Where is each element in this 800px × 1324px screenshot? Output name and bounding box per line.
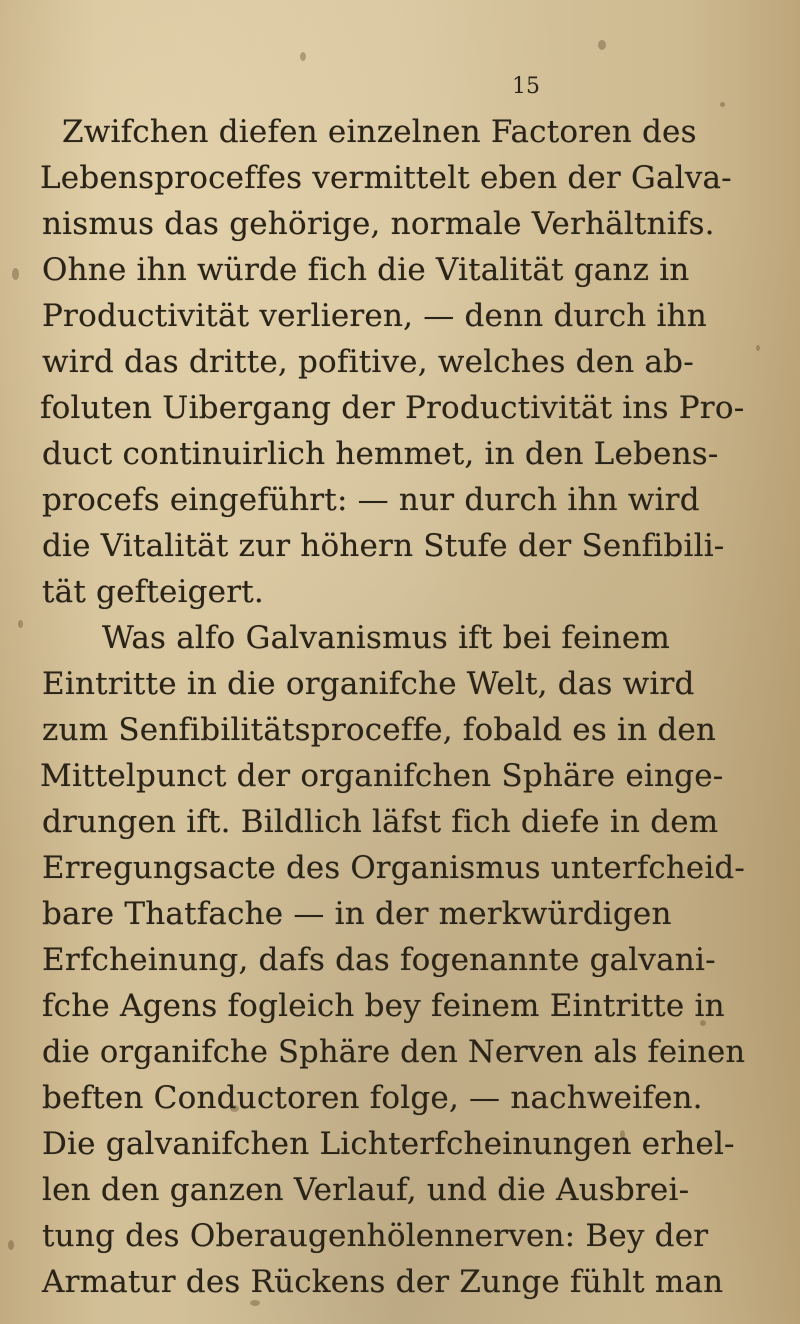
text-line: Mittelpunct der organifchen Sphäre einge- bbox=[40, 758, 724, 794]
text-line: len den ganzen Verlauf, und die Ausbrei- bbox=[42, 1172, 690, 1208]
text-line: fche Agens fogleich bey feinem Eintritte in bbox=[42, 988, 725, 1024]
text-line: duct continuirlich hemmet, in den Lebens- bbox=[42, 436, 719, 472]
text-line: die Vitalität zur höhern Stufe der Senfibili- bbox=[42, 528, 725, 564]
text-line: tung des Oberaugenhölennerven: Bey der bbox=[42, 1218, 709, 1254]
text-line: Die galvanifchen Lichterfcheinungen erhel- bbox=[42, 1126, 735, 1162]
text-line: beften Conductoren folge, — nachweifen. bbox=[42, 1080, 703, 1116]
text-line: Lebensproceffes vermittelt eben der Galva- bbox=[40, 160, 732, 196]
page-number: 15 bbox=[512, 74, 540, 99]
text-line: Erregungsacte des Organismus unterfcheid- bbox=[42, 850, 745, 886]
text-line: die organifche Sphäre den Nerven als feinen bbox=[42, 1034, 746, 1070]
text-line: Productivität verlieren, — denn durch ihn bbox=[42, 298, 707, 334]
text-line: bare Thatfache — in der merkwürdigen bbox=[42, 896, 672, 932]
text-line: tät gefteigert. bbox=[42, 574, 264, 610]
text-line: Ohne ihn würde fich die Vitalität ganz in bbox=[42, 252, 690, 288]
text-line: nismus das gehörige, normale Verhältnifs. bbox=[42, 206, 715, 242]
text-line: wird das dritte, pofitive, welches den ab- bbox=[42, 344, 694, 380]
text-line: procefs eingeführt: — nur durch ihn wird bbox=[42, 482, 700, 518]
text-line: Zwifchen diefen einzelnen Factoren des bbox=[62, 114, 697, 150]
text-line: drungen ift. Bildlich läfst fich diefe in dem bbox=[42, 804, 719, 840]
text-line: Was alfo Galvanismus ift bei feinem bbox=[102, 620, 670, 656]
text-line: Erfcheinung, dafs das fogenannte galvani- bbox=[42, 942, 716, 978]
text-line: Armatur des Rückens der Zunge fühlt man bbox=[42, 1264, 724, 1300]
text-line: zum Senfibilitätsproceffe, fobald es in den bbox=[42, 712, 717, 748]
text-line: Eintritte in die organifche Welt, das wird bbox=[42, 666, 695, 702]
text-line: foluten Uibergang der Productivität ins Pro- bbox=[40, 390, 745, 426]
